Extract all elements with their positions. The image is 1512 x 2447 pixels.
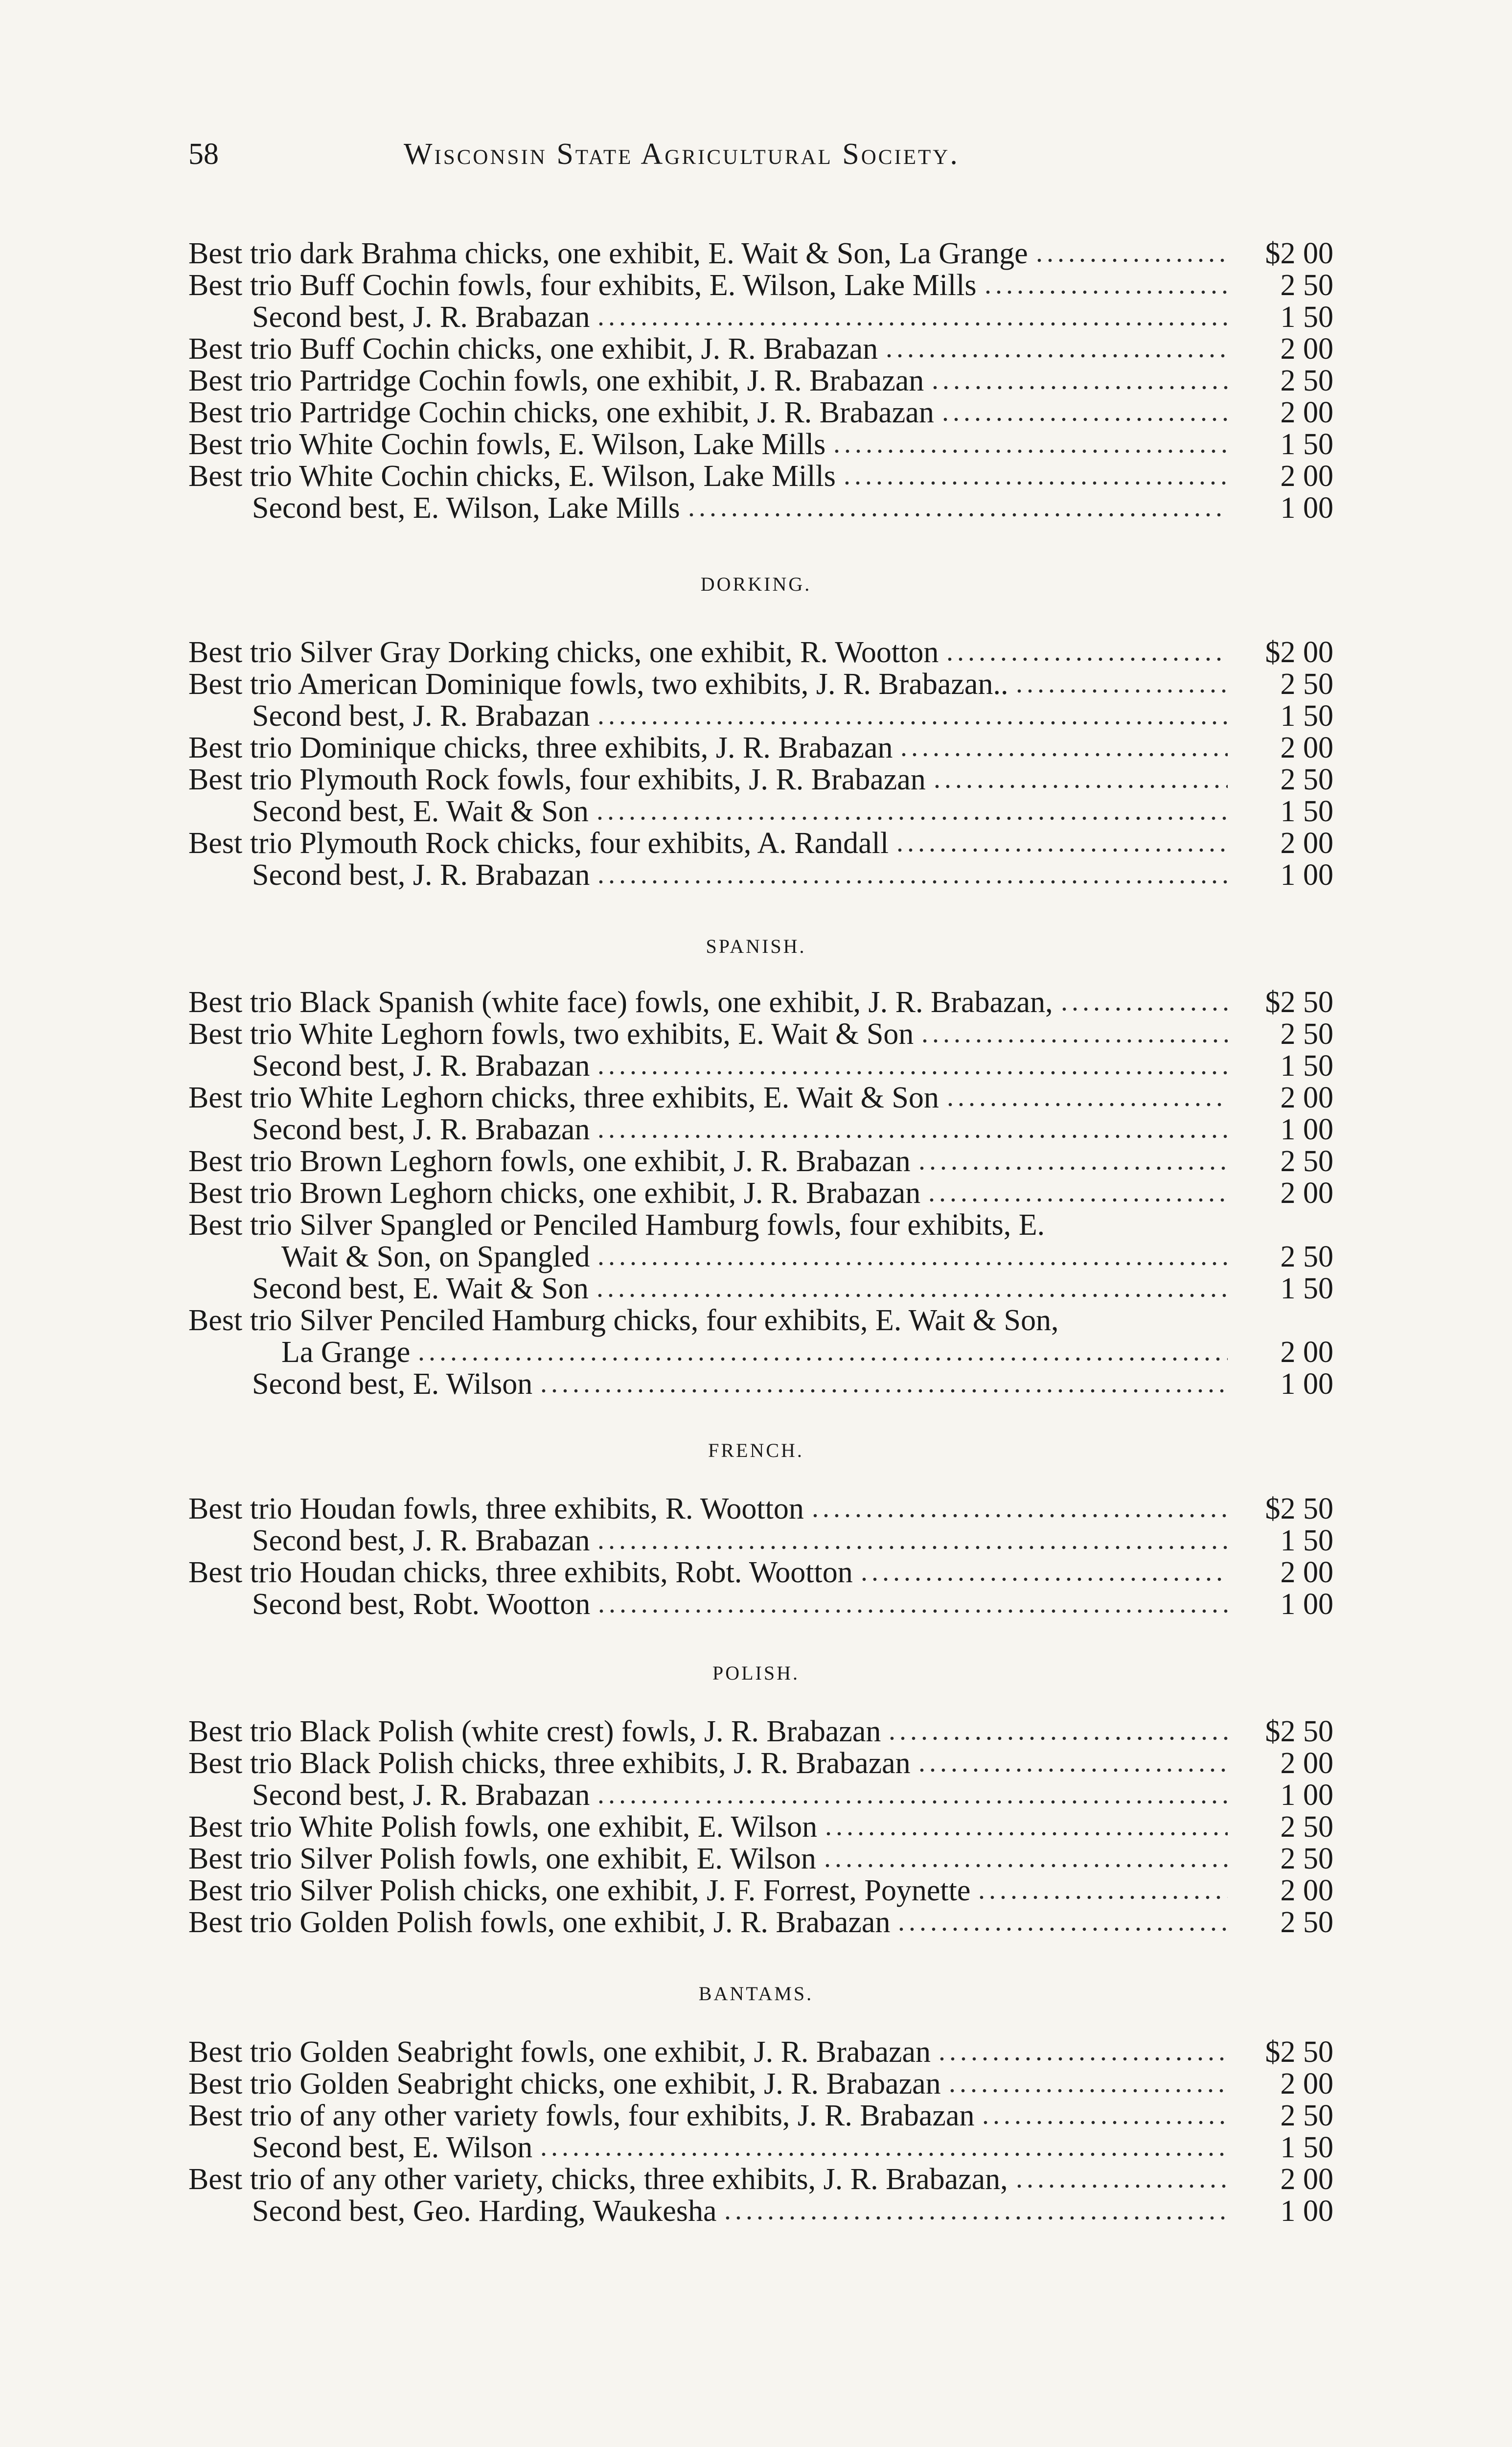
- dot-leader: [976, 1895, 1228, 1900]
- dot-leader: [932, 784, 1228, 789]
- dot-leader: [947, 2088, 1228, 2093]
- entry-text: Best trio American Dominique fowls, two exhibits, J. R. Brabazan..: [188, 668, 1008, 701]
- entry-text: La Grange: [281, 1336, 411, 1369]
- premium-amount: 2 50: [1280, 269, 1333, 302]
- dot-leader: [596, 720, 1228, 725]
- dot-leader: [944, 657, 1228, 662]
- premium-entry: [252, 1524, 1333, 1557]
- premium-amount: 2 00: [1280, 396, 1333, 429]
- premium-amount: 2 00: [1280, 1556, 1333, 1589]
- premium-amount: 2 00: [1280, 1177, 1333, 1210]
- running-head: Wisconsin State Agricultural Society.: [404, 138, 960, 171]
- dot-leader: [1034, 258, 1228, 263]
- dot-leader: [722, 2216, 1228, 2220]
- entry-text: Best trio Golden Seabright chicks, one exhibit, J. R. Brabazan: [188, 2067, 941, 2101]
- entry-text: Best trio Black Polish chicks, three exhibits, J. R. Brabazan: [188, 1747, 911, 1780]
- premium-amount: 1 00: [1280, 491, 1333, 525]
- entry-text: Best trio Dominique chicks, three exhibits, J. R. Brabazan: [188, 731, 893, 764]
- entry-text: Second best, E. Wilson, Lake Mills: [252, 491, 680, 525]
- entry-text: Second best, J. R. Brabazan: [252, 699, 590, 733]
- premium-amount: 1 50: [1280, 795, 1333, 828]
- entry-text: Best trio Brown Leghorn chicks, one exhibit, J. R. Brabazan: [188, 1177, 921, 1210]
- premium-amount: 2 00: [1280, 460, 1333, 493]
- premium-entry: [188, 1715, 1333, 1748]
- dot-leader: [930, 385, 1228, 390]
- dot-leader: [1059, 1007, 1228, 1012]
- premium-entry: [252, 795, 1333, 828]
- entry-text: Best trio Houdan fowls, three exhibits, R. Wootton: [188, 1492, 804, 1525]
- dot-leader: [596, 1800, 1228, 1804]
- premium-entry: [252, 301, 1333, 333]
- premium-entry: [188, 2036, 1333, 2068]
- dot-leader: [686, 512, 1228, 517]
- premium-amount: 2 00: [1280, 731, 1333, 764]
- page-number: 58: [188, 138, 219, 171]
- entry-text: Best trio Partridge Cochin chicks, one exhibit, J. R. Brabazan: [188, 396, 934, 429]
- premium-amount: 2 00: [1280, 2067, 1333, 2101]
- dot-leader: [831, 449, 1228, 454]
- entry-text: Second best, Robt. Wootton: [252, 1588, 591, 1621]
- page-header: [188, 137, 1265, 186]
- premium-amount: 1 50: [1280, 1049, 1333, 1083]
- premium-entry: [188, 1209, 1333, 1241]
- entry-text: Best trio of any other variety fowls, four exhibits, J. R. Brabazan: [188, 2099, 975, 2132]
- premium-amount: 2 00: [1280, 1336, 1333, 1369]
- dot-leader: [1051, 1229, 1228, 1234]
- dot-leader: [894, 848, 1228, 853]
- dot-leader: [810, 1513, 1228, 1518]
- premium-entry: [252, 859, 1333, 891]
- premium-amount: 2 00: [1280, 1081, 1333, 1114]
- entry-text: Best trio Plymouth Rock fowls, four exhibits, J. R. Brabazan: [188, 763, 926, 796]
- premium-amount: $2 00: [1265, 237, 1333, 270]
- premium-amount: 1 00: [1280, 858, 1333, 892]
- dot-leader: [937, 2056, 1228, 2061]
- entry-text: Best trio of any other variety, chicks, three exhibits, J. R. Brabazan,: [188, 2163, 1008, 2196]
- entry-text: Best trio Silver Spangled or Penciled Hamburg fowls, four exhibits, E.: [188, 1208, 1045, 1242]
- dot-leader: [887, 1736, 1228, 1741]
- dot-leader: [595, 1293, 1228, 1298]
- premium-entry: [188, 668, 1333, 700]
- premium-amount: 1 00: [1280, 1113, 1333, 1146]
- premium-entry: [188, 428, 1333, 461]
- premium-amount: $2 50: [1265, 986, 1333, 1019]
- premium-amount: 1 50: [1280, 300, 1333, 334]
- premium-entry: [188, 827, 1333, 859]
- dot-leader: [1014, 2184, 1228, 2189]
- entry-text: Best trio Plymouth Rock chicks, four exhibits, A. Randall: [188, 827, 889, 860]
- entry-text: Second best, J. R. Brabazan: [252, 1778, 590, 1812]
- premium-amount: 2 00: [1280, 1747, 1333, 1780]
- premium-entry: [252, 1588, 1333, 1620]
- dot-leader: [842, 481, 1228, 485]
- entry-text: Second best, J. R. Brabazan: [252, 858, 590, 892]
- premium-amount: 1 50: [1280, 699, 1333, 733]
- premium-amount: 2 50: [1280, 1145, 1333, 1178]
- entry-text: Second best, Geo. Harding, Waukesha: [252, 2194, 717, 2228]
- premium-entry: [188, 1747, 1333, 1779]
- premium-entry: [252, 1779, 1333, 1811]
- entry-text: Second best, E. Wilson: [252, 2131, 533, 2164]
- entry-text: Best trio Partridge Cochin fowls, one exhibit, J. R. Brabazan: [188, 364, 924, 397]
- premium-entry: [281, 1241, 1333, 1273]
- premium-entry: [188, 2068, 1333, 2100]
- premium-entry: [252, 2195, 1333, 2227]
- premium-amount: $2 00: [1265, 636, 1333, 669]
- entry-text: Best trio Buff Cochin fowls, four exhibits, E. Wilson, Lake Mills: [188, 269, 977, 302]
- entry-text: Best trio White Cochin fowls, E. Wilson, Lake Mills: [188, 428, 826, 461]
- entry-text: Best trio Silver Gray Dorking chicks, one exhibit, R. Wootton: [188, 636, 939, 669]
- dot-leader: [823, 1831, 1228, 1836]
- premium-entry: [252, 1272, 1333, 1305]
- entry-text: Best trio Brown Leghorn fowls, one exhibit, J. R. Brabazan: [188, 1145, 911, 1178]
- dot-leader: [916, 1166, 1228, 1171]
- premium-amount: 1 00: [1280, 1588, 1333, 1621]
- section-heading: DORKING.: [700, 573, 812, 595]
- entry-text: Second best, J. R. Brabazan: [252, 1049, 590, 1083]
- dot-leader: [919, 1039, 1228, 1043]
- entry-text: Best trio White Leghorn chicks, three exhibits, E. Wait & Son: [188, 1081, 939, 1114]
- dot-leader: [940, 417, 1228, 422]
- dot-leader: [596, 322, 1228, 326]
- entry-text: Best trio Silver Polish fowls, one exhibit, E. Wilson: [188, 1842, 816, 1875]
- premium-entry: [188, 2163, 1333, 2195]
- entry-text: Second best, E. Wait & Son: [252, 795, 589, 828]
- premium-entry: [188, 732, 1333, 764]
- premium-amount: 2 50: [1280, 2099, 1333, 2132]
- entry-text: Wait & Son, on Spangled: [281, 1240, 590, 1273]
- premium-amount: 2 00: [1280, 2163, 1333, 2196]
- entry-text: Best trio dark Brahma chicks, one exhibit, E. Wait & Son, La Grange: [188, 237, 1028, 270]
- premium-entry: [188, 333, 1333, 365]
- entry-text: Best trio Golden Seabright fowls, one exhibit, J. R. Brabazan: [188, 2035, 931, 2069]
- premium-entry: [188, 763, 1333, 796]
- dot-leader: [898, 752, 1228, 757]
- section-heading: POLISH.: [712, 1662, 800, 1684]
- dot-leader: [916, 1768, 1228, 1773]
- dot-leader: [416, 1357, 1228, 1362]
- dot-leader: [596, 1545, 1228, 1550]
- dot-leader: [596, 1261, 1228, 1266]
- entry-text: Best trio Silver Penciled Hamburg chicks, four exhibits, E. Wait & Son,: [188, 1304, 1059, 1337]
- entry-text: Second best, J. R. Brabazan: [252, 1524, 590, 1557]
- premium-entry: [188, 986, 1333, 1018]
- dot-leader: [1064, 1325, 1228, 1330]
- entry-text: Second best, J. R. Brabazan: [252, 300, 590, 334]
- premium-entry: [188, 1082, 1333, 1114]
- premium-amount: $2 50: [1265, 1715, 1333, 1748]
- premium-entry: [252, 700, 1333, 732]
- entry-text: Best trio Silver Polish chicks, one exhibit, J. F. Forrest, Poynette: [188, 1874, 971, 1907]
- premium-entry: [281, 1336, 1333, 1368]
- dot-leader: [596, 1070, 1228, 1075]
- dot-leader: [945, 1102, 1228, 1107]
- premium-amount: 1 00: [1280, 1367, 1333, 1401]
- dot-leader: [538, 2152, 1228, 2157]
- entry-text: Second best, E. Wait & Son: [252, 1272, 589, 1305]
- section-heading: SPANISH.: [706, 935, 806, 957]
- dot-leader: [884, 353, 1228, 358]
- premium-entry: [188, 1304, 1333, 1337]
- premium-entry: [188, 1811, 1333, 1843]
- premium-entry: [188, 1843, 1333, 1875]
- premium-amount: 1 50: [1280, 2131, 1333, 2164]
- dot-leader: [896, 1927, 1228, 1932]
- premium-amount: 2 50: [1280, 1906, 1333, 1939]
- premium-entry: [188, 1556, 1333, 1589]
- entry-text: Best trio Houdan chicks, three exhibits, Robt. Wootton: [188, 1556, 853, 1589]
- premium-entry: [188, 1145, 1333, 1177]
- premium-amount: 2 50: [1280, 1842, 1333, 1875]
- dot-leader: [1014, 689, 1228, 693]
- premium-entry: [252, 1368, 1333, 1400]
- premium-amount: 2 50: [1280, 1240, 1333, 1273]
- premium-entry: [188, 1018, 1333, 1050]
- entry-text: Second best, J. R. Brabazan: [252, 1113, 590, 1146]
- entry-text: Best trio Buff Cochin chicks, one exhibit, J. R. Brabazan: [188, 332, 878, 366]
- dot-leader: [822, 1863, 1228, 1868]
- premium-entry: [252, 1050, 1333, 1082]
- premium-amount: 1 00: [1280, 2194, 1333, 2228]
- entry-text: Second best, E. Wilson: [252, 1367, 533, 1401]
- premium-entry: [188, 365, 1333, 397]
- premium-amount: 2 50: [1280, 668, 1333, 701]
- premium-entry: [188, 1906, 1333, 1939]
- entry-text: Best trio White Leghorn fowls, two exhibits, E. Wait & Son: [188, 1017, 914, 1051]
- entry-text: Best trio Golden Polish fowls, one exhibit, J. R. Brabazan: [188, 1906, 891, 1939]
- dot-leader: [596, 879, 1228, 884]
- dot-leader: [596, 1609, 1228, 1614]
- premium-entry: [188, 237, 1333, 270]
- entry-text: Best trio Black Polish (white crest) fowls, J. R. Brabazan: [188, 1715, 881, 1748]
- dot-leader: [983, 290, 1228, 295]
- premium-amount: 2 50: [1280, 1017, 1333, 1051]
- premium-entry: [188, 1493, 1333, 1525]
- premium-entry: [188, 460, 1333, 492]
- dot-leader: [926, 1198, 1228, 1202]
- entry-text: Best trio White Polish fowls, one exhibit, E. Wilson: [188, 1810, 818, 1844]
- section-heading: FRENCH.: [708, 1439, 804, 1461]
- premium-entry: [188, 1874, 1333, 1907]
- dot-leader: [980, 2120, 1228, 2125]
- premium-amount: 1 50: [1280, 1272, 1333, 1305]
- dot-leader: [859, 1577, 1228, 1582]
- dot-leader: [595, 816, 1228, 821]
- dot-leader: [596, 1134, 1228, 1139]
- premium-amount: 2 50: [1280, 1810, 1333, 1844]
- section-heading: BANTAMS.: [698, 1983, 814, 2005]
- premium-amount: 1 50: [1280, 428, 1333, 461]
- premium-entry: [188, 269, 1333, 301]
- premium-amount: 2 00: [1280, 827, 1333, 860]
- premium-entry: [252, 1113, 1333, 1146]
- premium-amount: 1 50: [1280, 1524, 1333, 1557]
- premium-amount: $2 50: [1265, 1492, 1333, 1525]
- premium-entry: [188, 1177, 1333, 1209]
- premium-entry: [252, 2131, 1333, 2164]
- premium-entry: [188, 396, 1333, 429]
- premium-amount: 2 00: [1280, 332, 1333, 366]
- premium-amount: $2 50: [1265, 2035, 1333, 2069]
- premium-entry: [188, 636, 1333, 669]
- entry-text: Best trio Black Spanish (white face) fowls, one exhibit, J. R. Brabazan,: [188, 986, 1053, 1019]
- premium-amount: 2 50: [1280, 763, 1333, 796]
- premium-entry: [188, 2100, 1333, 2132]
- entry-text: Best trio White Cochin chicks, E. Wilson, Lake Mills: [188, 460, 836, 493]
- premium-amount: 1 00: [1280, 1778, 1333, 1812]
- dot-leader: [538, 1388, 1228, 1393]
- premium-entry: [252, 492, 1333, 524]
- premium-amount: 2 50: [1280, 364, 1333, 397]
- premium-amount: 2 00: [1280, 1874, 1333, 1907]
